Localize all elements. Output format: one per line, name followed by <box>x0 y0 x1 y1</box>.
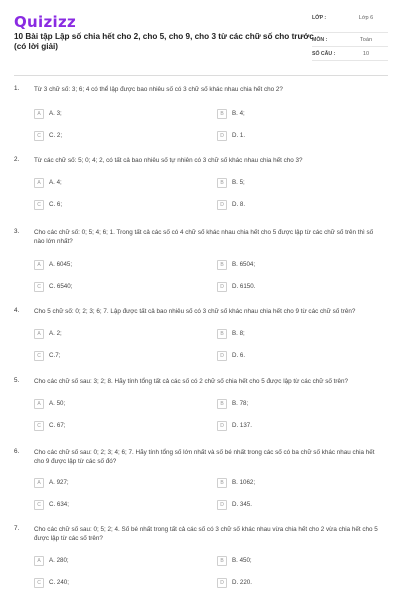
option-letter-box: D <box>217 131 227 141</box>
option-text: B. 1062; <box>232 479 256 486</box>
option-text: D. 345. <box>232 501 252 508</box>
option-b[interactable] <box>217 328 245 339</box>
option-c[interactable] <box>34 350 60 361</box>
option-a[interactable] <box>34 259 72 270</box>
question-number: 3. <box>14 228 20 235</box>
option-d[interactable] <box>217 499 252 510</box>
option-letter-box: C <box>34 351 44 361</box>
option-a[interactable] <box>34 555 69 566</box>
question-number: 7. <box>14 525 20 532</box>
option-letter-box: B <box>217 329 227 339</box>
option-letter-box: A <box>34 178 44 188</box>
option-text: A. 280; <box>49 557 69 564</box>
option-text: A. 4; <box>49 179 62 186</box>
option-b[interactable] <box>217 259 255 270</box>
question-number: 1. <box>14 85 20 92</box>
option-c[interactable] <box>34 281 72 292</box>
option-letter-box: C <box>34 421 44 431</box>
option-text: B. 4; <box>232 110 245 117</box>
worksheet-meta <box>312 14 388 64</box>
option-letter-box: C <box>34 131 44 141</box>
option-b[interactable] <box>217 477 255 488</box>
option-c[interactable] <box>34 499 69 510</box>
option-text: D. 6150. <box>232 283 256 290</box>
question-text: Từ 3 chữ số: 3; 6; 4 có thể lập được bao nhiêu số có 3 chữ số khác nhau chia hết cho 2? <box>34 86 283 93</box>
meta-row-count <box>312 50 388 61</box>
question-number: 5. <box>14 377 20 384</box>
option-text: D. 1. <box>232 132 246 139</box>
option-c[interactable] <box>34 130 62 141</box>
option-c[interactable] <box>34 577 69 588</box>
question-text: Cho các chữ số sau: 3; 2; 8. Hãy tính tổng tất cả các số có 2 chữ số chia hết cho 5 được lập từ các chữ số trên? <box>34 378 348 385</box>
option-text: A. 6045; <box>49 261 73 268</box>
meta-key: SỐ CÂU : <box>312 51 336 57</box>
option-text: C.7; <box>49 352 61 359</box>
option-d[interactable] <box>217 350 245 361</box>
question-text: Cho 5 chữ số: 0; 2; 3; 6; 7. Lập được tất cả bao nhiêu số có 3 chữ số khác nhau chia hết cho 9 từ các chữ số trên? <box>34 308 356 315</box>
question-text: Cho các chữ số: 0; 5; 4; 6; 1. Trong tất cả các số có 4 chữ số khác nhau chia hết cho 5 được lập từ các chữ số trên thì số nào lớn nhất? <box>34 229 374 245</box>
option-letter-box: C <box>34 200 44 210</box>
question-number: 2. <box>14 156 20 163</box>
option-text: D. 137. <box>232 422 252 429</box>
header-divider <box>14 75 388 76</box>
question-text: Từ các chữ số: 5; 0; 4; 2, có tất cả bao nhiêu số tự nhiên có 3 chữ số khác nhau chia hết cho 3? <box>34 157 303 164</box>
option-letter-box: C <box>34 578 44 588</box>
meta-value: Toán <box>359 37 373 43</box>
meta-key: MÔN : <box>312 37 328 43</box>
option-a[interactable] <box>34 108 62 119</box>
option-text: C. 6; <box>49 201 63 208</box>
quizizz-logo[interactable]: Quizizz <box>14 13 77 31</box>
option-b[interactable] <box>217 398 248 409</box>
option-letter-box: B <box>217 478 227 488</box>
option-text: C. 6540; <box>49 283 73 290</box>
option-letter-box: C <box>34 282 44 292</box>
option-letter-box: A <box>34 109 44 119</box>
option-d[interactable] <box>217 420 252 431</box>
option-text: C. 634; <box>49 501 69 508</box>
option-text: D. 8. <box>232 201 246 208</box>
option-b[interactable] <box>217 108 245 119</box>
option-d[interactable] <box>217 577 252 588</box>
option-letter-box: A <box>34 478 44 488</box>
option-letter-box: A <box>34 556 44 566</box>
option-text: C. 2; <box>49 132 63 139</box>
option-letter-box: C <box>34 500 44 510</box>
option-a[interactable] <box>34 328 62 339</box>
meta-row-subject <box>312 36 388 47</box>
meta-key: LỚP : <box>312 15 327 21</box>
option-letter-box: D <box>217 421 227 431</box>
option-letter-box: A <box>34 329 44 339</box>
option-text: D. 220. <box>232 579 252 586</box>
option-d[interactable] <box>217 130 245 141</box>
option-text: A. 927; <box>49 479 69 486</box>
option-b[interactable] <box>217 555 252 566</box>
option-text: B. 8; <box>232 330 245 337</box>
question-number: 4. <box>14 307 20 314</box>
option-letter-box: B <box>217 556 227 566</box>
meta-row-grade <box>312 14 388 33</box>
option-letter-box: A <box>34 260 44 270</box>
option-text: A. 3; <box>49 110 62 117</box>
question-text: Cho các chữ số sau: 0; 5; 2; 4. Số bé nhất trong tất cả các số có 3 chữ số khác nhau vừa chia hết cho 2 vừa chia hết cho 5 được lập từ các số trên? <box>34 526 378 542</box>
option-c[interactable] <box>34 199 62 210</box>
option-a[interactable] <box>34 477 69 488</box>
option-text: B. 78; <box>232 400 249 407</box>
option-letter-box: B <box>217 260 227 270</box>
option-a[interactable] <box>34 398 65 409</box>
option-text: A. 2; <box>49 330 62 337</box>
option-text: C. 67; <box>49 422 66 429</box>
option-letter-box: B <box>217 399 227 409</box>
option-d[interactable] <box>217 199 245 210</box>
meta-value: 10 <box>362 51 370 57</box>
option-b[interactable] <box>217 177 245 188</box>
question-text: Cho các chữ số sau: 0; 2; 3; 4; 6; 7. Hãy tính tổng số lớn nhất và số bé nhất trong các số có ba chữ số khác nhau chia hết cho 9 được lập từ các số đó? <box>34 449 375 465</box>
option-text: C. 240; <box>49 579 69 586</box>
option-letter-box: D <box>217 200 227 210</box>
option-letter-box: A <box>34 399 44 409</box>
option-letter-box: D <box>217 578 227 588</box>
worksheet-title: 10 Bài tập Lập số chia hết cho 2, cho 5, cho 9, cho 3 từ các chữ số cho trước (có lời giải) <box>14 32 314 51</box>
worksheet-header <box>0 0 400 72</box>
option-text: A. 50; <box>49 400 66 407</box>
option-text: B. 5; <box>232 179 245 186</box>
meta-value: Lớp 6 <box>358 15 374 21</box>
option-text: B. 6504; <box>232 261 256 268</box>
option-text: B. 450; <box>232 557 252 564</box>
option-a[interactable] <box>34 177 62 188</box>
option-letter-box: B <box>217 178 227 188</box>
option-d[interactable] <box>217 281 255 292</box>
option-letter-box: D <box>217 282 227 292</box>
option-text: D. 6. <box>232 352 246 359</box>
option-c[interactable] <box>34 420 66 431</box>
option-letter-box: D <box>217 351 227 361</box>
question-number: 6. <box>14 448 20 455</box>
option-letter-box: B <box>217 109 227 119</box>
option-letter-box: D <box>217 500 227 510</box>
